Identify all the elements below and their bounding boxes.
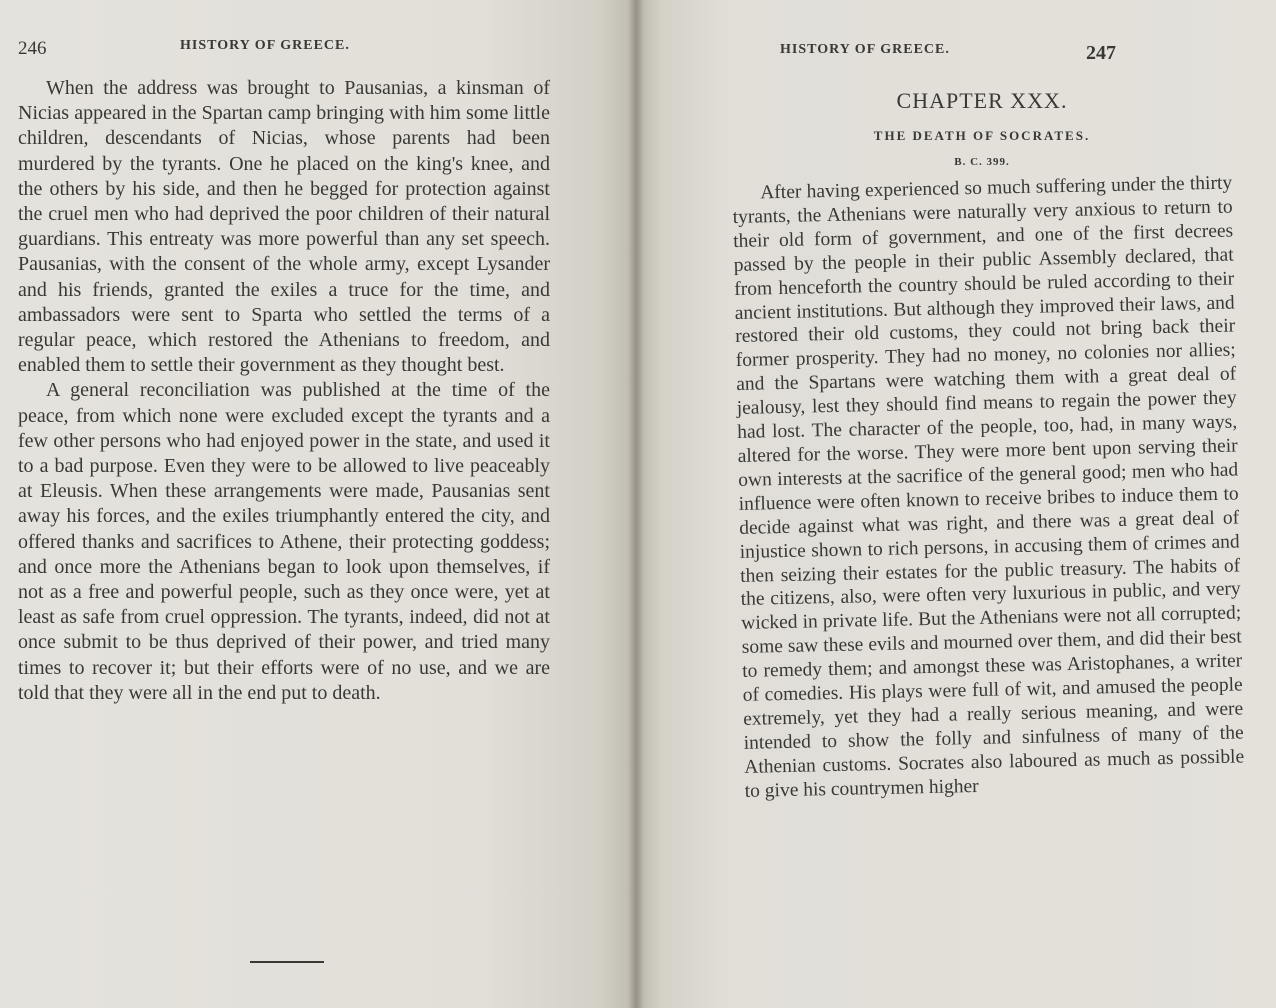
running-head: HISTORY OF GREECE.: [780, 42, 950, 57]
book-gutter: [628, 0, 644, 1008]
left-page-header: [18, 34, 636, 64]
paragraph: A general reconciliation was published at the time of the peace, from which none were excluded except the tyrants and a few other persons who had enjoyed power in the state, and used it to a bad purpose. Even they were to be allowed to live peaceably at Eleusis. When these arrangements were made, Pausanias sent away his forces, and the exiles triumphantly entered the city, and offered thanks and sacrifices to Athene, their protecting goddess; and once more the Athenians began to look upon themselves, if not as a free and powerful people, such as they once were, yet at least as safe from cruel oppression. The tyrants, indeed, did not at once submit to be thus deprived of their power, and tried many times to recover it; but their efforts were of no use, and we are told that they were all in the end put to death.: [18, 379, 550, 704]
left-page: [0, 0, 636, 1008]
right-page-header: [732, 40, 1276, 70]
right-page: [636, 0, 1276, 1008]
chapter-title: CHAPTER XXX.: [896, 88, 1068, 113]
end-rule: [250, 961, 324, 963]
right-page-body: [732, 172, 1245, 804]
chapter-subtitle: THE DEATH OF SOCRATES.: [873, 128, 1091, 143]
paragraph: After having experienced so much suffering under the thirty tyrants, the Athenians were naturally very anxious to return to their old form of government, and one of the first decrees passed by the people in their public Assembly declared, that from henceforth the country should be ruled according to their ancient institutions. But although they improved their laws, and restored their old customs, they could not bring back their former prosperity. They had no money, no colonies nor allies; and the Spartans were watching them with a great deal of jealousy, lest they should find means to regain the power they had lost. The character of the people, too, had, in many ways, altered for the worse. They were more bent upon serving their own interests at the sacrifice of the general good; men who had influence were often known to receive bribes to induce them to decide against what was right, and there was a great deal of injustice shown to rich persons, in accusing them of crimes and then seizing their estates for the public treasury. The habits of the citizens, also, were often very luxurious in public, and very wicked in private life. But the Athenians were not all corrupted; some saw these evils and mourned over them, and did their best to remedy them; and amongst these was Aristophanes, a writer of comedies. His plays were full of wit, and amused the people extremely, yet they had a really serious meaning, and were intended to show the folly and sinfulness of many of the Athenian customs. Socrates also laboured as much as possible to give his countrymen higher: [732, 172, 1245, 802]
chapter-date: B. C. 399.: [954, 156, 1010, 168]
paragraph: When the address was brought to Pausanias, a kinsman of Nicias appeared in the Spartan camp bringing with him some little children, descendants of Nicias, whose parents had been murdered by the tyrants. One he placed on the king's knee, and the others by his side, and then he begged for protection against the cruel men who had deprived the poor children of their natural guardians. This entreaty was more powerful than any set speech. Pausanias, with the consent of the whole army, except Lysander and his friends, granted the exiles a truce for the time, and ambassadors were sent to Sparta who settled the terms of a regular peace, which restored the Athenians to freedom, and enabled them to settle their government as they thought best.: [18, 77, 550, 377]
page-number: 247: [1086, 42, 1116, 64]
running-head: HISTORY OF GREECE.: [180, 38, 350, 53]
left-page-body: [18, 76, 550, 706]
page-number: 246: [18, 38, 47, 59]
